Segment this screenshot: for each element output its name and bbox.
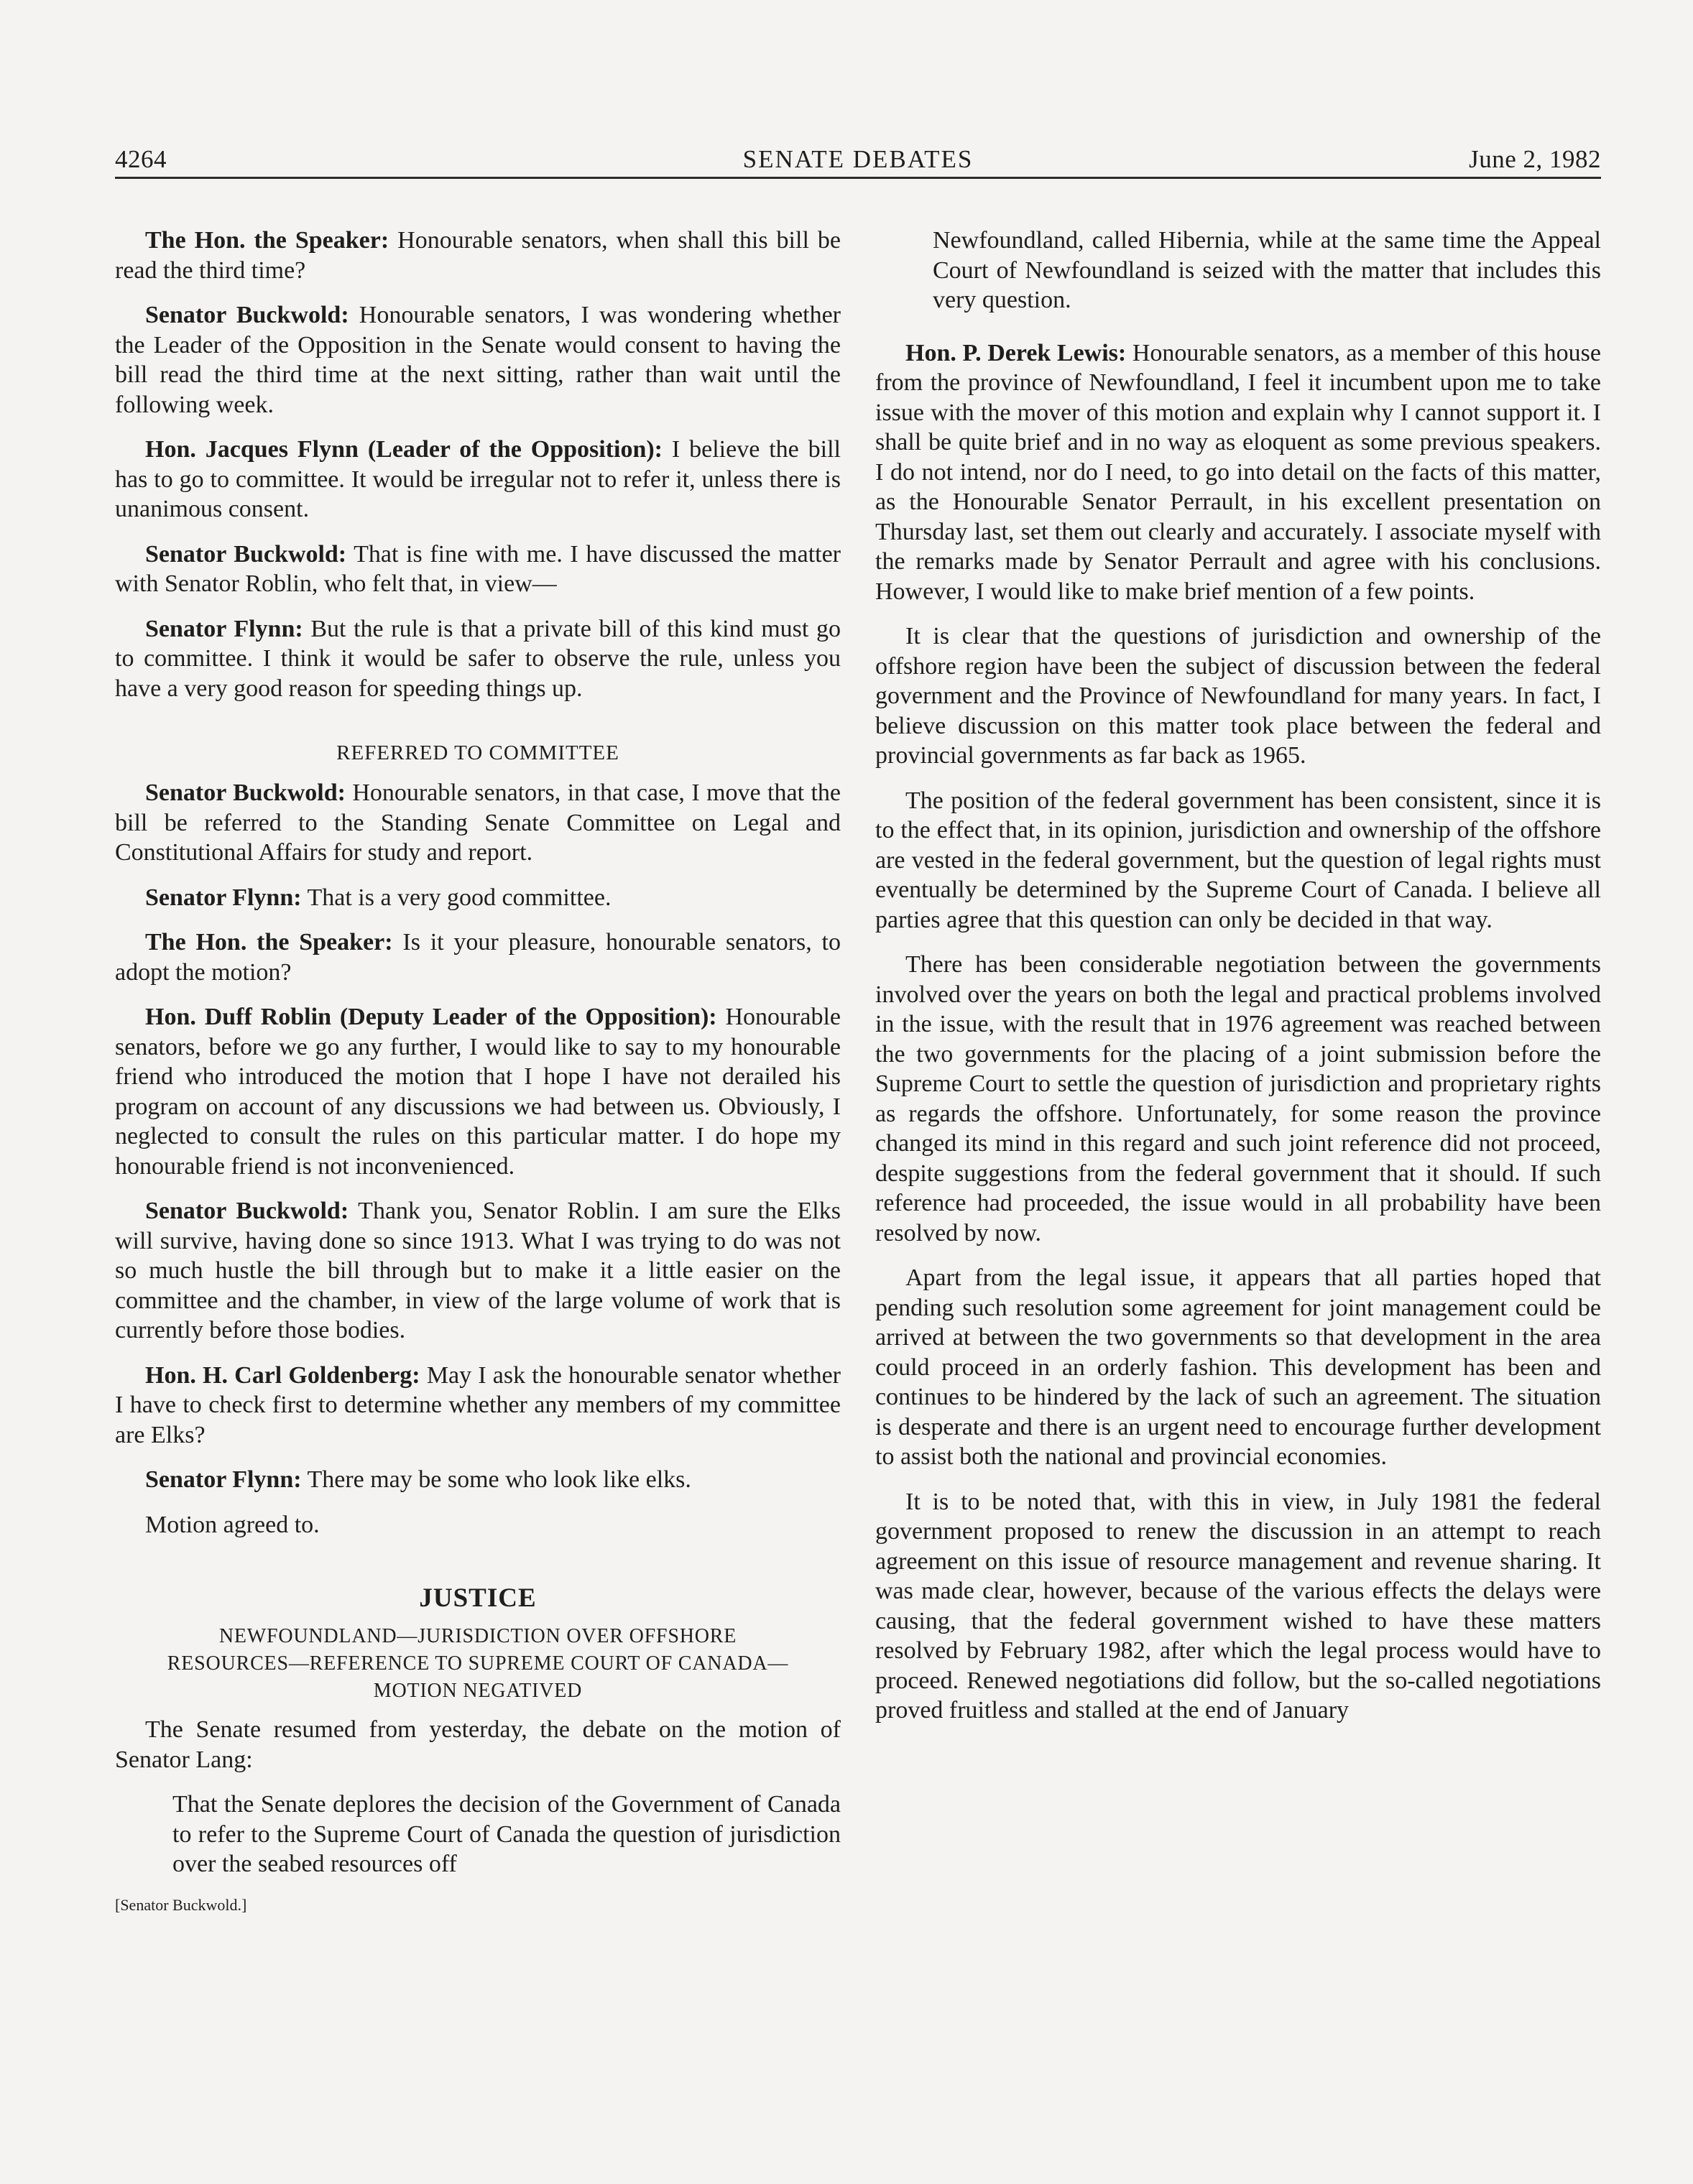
speaker-name: Senator Buckwold: (145, 779, 346, 806)
left-column (115, 226, 841, 1916)
paragraph (115, 927, 841, 987)
paragraph (115, 1196, 841, 1346)
publication-title: SENATE DEBATES (742, 145, 974, 173)
motion-quote: That the Senate deplores the decision of the Government of Canada to refer to the Supreme Court of Canada the question of jurisdiction over the seabed resources off (172, 1791, 841, 1877)
paragraph (115, 883, 841, 913)
speech-text: May I ask the honourable senator whether I have to check first to determine whether any members of my committee are Elks? (115, 1361, 841, 1448)
speech-text: That is a very good committee. (301, 884, 612, 911)
paragraph: It is to be noted that, with this in view, in July 1981 the federal government proposed to renew the discussion in an attempt to reach agreement on this issue of resource management and revenue sharing. It was made clear, however, because of the various effects the delays were causing, that the federal government wished to have these matters resolved by February 1982, after which the legal process would have to proceed. Renewed negotiations did follow, but the so-called negotiations proved fruitless and stalled at the end of January (875, 1488, 1601, 1723)
subheading-line: NEWFOUNDLAND—JURISDICTION OVER OFFSHORE (218, 1625, 737, 1647)
subheading (115, 1623, 841, 1705)
paragraph (115, 614, 841, 704)
speaker-name: Senator Flynn: (145, 1466, 302, 1493)
page-number: 4264 (115, 145, 167, 173)
paragraph (115, 778, 841, 868)
speech-text: Thank you, Senator Roblin. I am sure the Elks will survive, having done so since 1913. What I was trying to do was not so much hustle the bill through but to make it a little easier on the committee and the chamber, in view of the large volume of work that is currently before those bodies. (115, 1198, 841, 1343)
speech-text: Honourable senators, before we go any further, I would like to say to my honourable friend who introduced the motion that I hope I have not derailed his program on account of any discussions we had between us. Obviously, I neglected to consult the rules on this particular matter. I do hope my honourable friend is not inconvenienced. (115, 1004, 841, 1180)
paragraph: The Senate resumed from yesterday, the debate on the motion of Senator Lang: (115, 1716, 841, 1773)
speech-text: Is it your pleasure, honourable senators, to adopt the motion? (115, 929, 841, 986)
speaker-name: Hon. P. Derek Lewis: (905, 339, 1127, 366)
motion-quote-continued: Newfoundland, called Hibernia, while at the same time the Appeal Court of Newfoundland is seized with the matter that includes this very question. (933, 227, 1601, 313)
page-date: June 2, 1982 (1469, 145, 1601, 173)
speaker-name: Hon. Jacques Flynn (Leader of the Opposition): (145, 436, 663, 463)
section-heading-justice: JUSTICE (419, 1583, 537, 1613)
paragraph: The position of the federal government has been consistent, since it is to the effect that, in its opinion, jurisdiction and ownership of the offshore are vested in the federal government, but the question of legal rights must eventually be determined by the Supreme Court of Canada. I believe all parties agree that this question can only be decided in that way. (875, 787, 1601, 933)
speaker-name: Hon. Duff Roblin (Deputy Leader of the Opposition): (145, 1004, 717, 1030)
right-column (875, 226, 1601, 1741)
speaker-name: The Hon. the Speaker: (145, 227, 389, 254)
speaker-name: Senator Flynn: (145, 884, 302, 911)
subheading-line: RESOURCES—REFERENCE TO SUPREME COURT OF CANADA— (167, 1652, 789, 1675)
speech-text: Honourable senators, in that case, I move that the bill be referred to the Standing Senate Committee on Legal and Constitutional Affairs for study and report. (115, 779, 841, 866)
speech-text: I believe the bill has to go to committee. It would be irregular not to refer it, unless there is unanimous consent. (115, 436, 841, 522)
speaker-name: Hon. H. Carl Goldenberg: (145, 1361, 420, 1389)
speech-text: Honourable senators, I was wondering whether the Leader of the Opposition in the Senate would consent to having the bill read the third time at the next sitting, rather than wait until the following week. (115, 302, 841, 418)
paragraph: Motion agreed to. (145, 1511, 320, 1538)
paragraph (115, 435, 841, 524)
paragraph: There has been considerable negotiation between the governments involved over the years on both the legal and practical problems involved in the issue, with the result that in 1976 agreement was reached between the two governments for the placing of a joint submission before the Supreme Court to settle the question of jurisdiction and proprietary rights as regards the offshore. Unfortunately, for some reason the province changed its mind in this regard and such joint reference did not proceed, despite suggestions from the federal government that it should. If such reference had proceeded, the issue would in all probability have been resolved by now. (875, 951, 1601, 1246)
speech-text: That is fine with me. I have discussed the matter with Senator Roblin, who felt that, in view— (115, 540, 841, 597)
subheading-line: MOTION NEGATIVED (373, 1680, 583, 1702)
speaker-name: Senator Buckwold: (145, 302, 349, 328)
paragraph (115, 1002, 841, 1181)
section-heading-referred: REFERRED TO COMMITTEE (336, 741, 619, 764)
speech-text: Honourable senators, as a member of this house from the province of Newfoundland, I feel it incumbent upon me to take issue with the mover of this motion and explain why I cannot support it. I shall be quite brief and in no way as eloquent as some previous speakers. I do not intend, nor do I need, to go into detail on the facts of this matter, as the Honourable Senator Perrault, in his excellent presentation on Thursday last, set them out clearly and accurately. I associate myself with the remarks made by Senator Perrault and agree with his conclusions. However, I would like to make brief mention of a few points. (875, 339, 1601, 605)
speaker-name: Senator Buckwold: (145, 540, 347, 568)
speaker-name: The Hon. the Speaker: (145, 929, 393, 956)
header-rule (115, 177, 1601, 179)
paragraph (115, 300, 841, 420)
paragraph: It is clear that the questions of jurisdiction and ownership of the offshore region have been the subject of discussion between the federal government and the Province of Newfoundland for many years. In fact, I believe discussion on this matter took place between the federal and provincial governments as far back as 1965. (875, 623, 1601, 769)
paragraph (115, 540, 841, 599)
paragraph (115, 226, 841, 285)
speaker-name: Senator Flynn: (145, 615, 303, 642)
paragraph: Apart from the legal issue, it appears that all parties hoped that pending such resolution some agreement for joint management could be arrived at between the two governments so that development in the area could proceed in an orderly fashion. This development has been and continues to be hindered by the lack of such an agreement. The situation is desperate and there is an urgent need to encourage further development to assist both the national and provincial economies. (875, 1264, 1601, 1470)
speech-text: There may be some who look like elks. (301, 1466, 691, 1493)
paragraph (115, 1361, 841, 1450)
paragraph (875, 338, 1601, 607)
page-footnote: [Senator Buckwold.] (115, 1895, 247, 1914)
speech-text: But the rule is that a private bill of this kind must go to committee. I think it would be safer to observe the rule, unless you have a very good reason for speeding things up. (115, 615, 841, 702)
speaker-name: Senator Buckwold: (145, 1198, 349, 1224)
speech-text: Honourable senators, when shall this bill be read the third time? (115, 227, 841, 284)
paragraph (115, 1465, 841, 1495)
